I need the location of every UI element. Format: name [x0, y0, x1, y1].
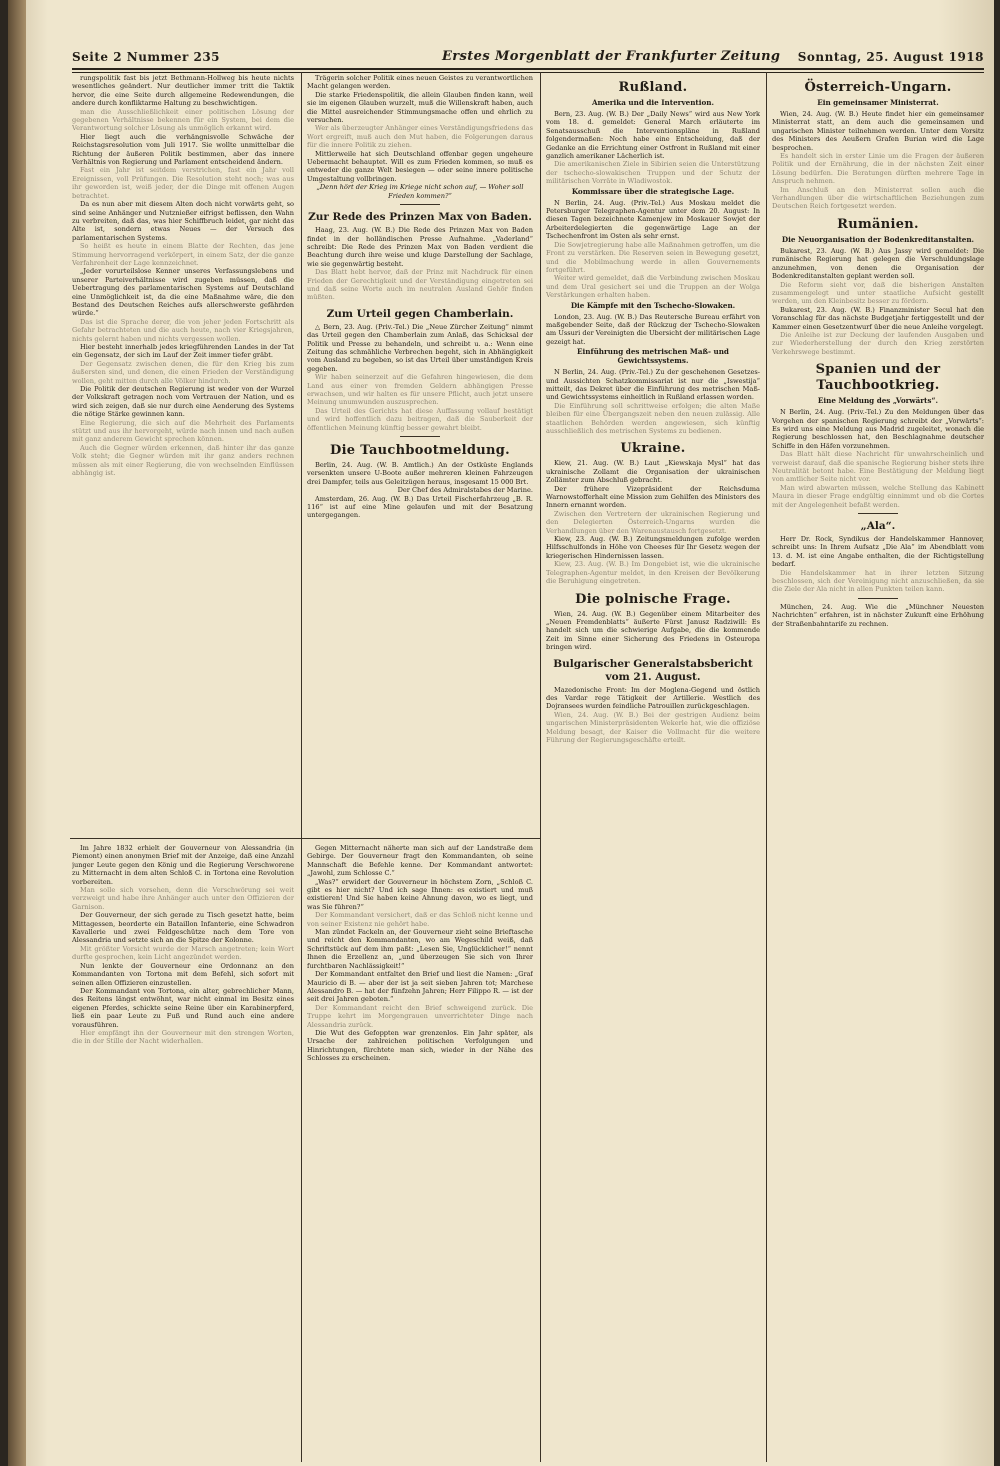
- subheadline-kommissare: Kommissare über die strategische Lage.: [571, 186, 735, 196]
- article-paragraph: Hier liegt auch die verhängnisvolle Schwäche der Reichstagsresolution vom Juli 1917. Sie wollte unmittelbar die Richtung der äußeren Politik bestimmen, aber das innere Verhältnis von Regierung und Parlament entscheidend ändern.: [72, 132, 294, 167]
- article-paragraph: Wien, 24. Aug. (W. B.) Bei der gestrigen Audienz beim ungarischen Ministerpräsidenten Wekerle hat, wie die offiziöse Meldung besagt, der Kaiser die Vollmacht für die weitere Führung der Regierungsgeschäfte erteilt.: [546, 710, 760, 744]
- article-paragraph: Berlin, 24. Aug. (W. B. Amtlich.) An der Ostküste Englands versenkten unsere U-Boote außer mehreren kleinen Fahrzeugen drei Dampfer, teils aus Geleitzügen heraus, insgesamt 15 000 Brt.: [307, 461, 533, 486]
- article-paragraph: Wien, 24. Aug. (W. B.) Gegenüber einem Mitarbeiter des „Neuen Fremdenblatts“ äußerte Fürst Janusz Radziwill: Es handelt sich um die schwierige Aufgabe, die die kommende Zeit im Sinne einer Sicherung des Friedens in Osteuropa bringen wird.: [546, 609, 760, 652]
- headline-prinz-max: Zur Rede des Prinzen Max von Baden.: [308, 211, 532, 224]
- article-paragraph: Amsterdam, 26. Aug. (W. B.) Das Urteil Fischerfahrzeug „B. R. 116“ ist auf eine Mine gelaufen und mit der Besatzung untergegangen.: [307, 494, 533, 520]
- headline-bulgarischer-bericht: Bulgarischer Generalstabsbericht vom 21. August.: [553, 657, 753, 683]
- article-paragraph: Die Anleihe ist zur Deckung der laufenden Ausgaben und zur Wiederherstellung der durch den Krieg zerstörten Verkehrswege bestimmt.: [772, 330, 984, 356]
- feuilleton-paragraph: Der Kommandant versichert, daß er das Schloß nicht kenne und von seiner Existenz nie gehört habe.: [307, 911, 533, 928]
- subheadline-bodenkredit: Die Neuorganisation der Bodenkreditanstalten.: [781, 234, 975, 244]
- newspaper-page: [8, 0, 994, 1466]
- article-paragraph: Es handelt sich in erster Linie um die Fragen der äußeren Politik und der Ernährung, die in der nächsten Zeit einer Lösung bedürfen. Die Beratungen dürften mehrere Tage in Anspruch nehmen.: [772, 152, 984, 186]
- feuilleton-paragraph: Im Jahre 1832 erhielt der Gouverneur von Alessandria (in Piemont) einen anonymen Brief mit der Anzeige, daß eine Anzahl junger Leute gegen den König und die Regierung Verschworene zu Mitternacht in dem alten Schloß C. in Tortona eine Revolution vorbereiten.: [72, 844, 294, 886]
- separator: [400, 204, 440, 205]
- feuilleton-paragraph: Hier empfängt ihn der Gouverneur mit den strengen Worten, die in der Stille der Nacht widerhallen.: [72, 1028, 294, 1046]
- column-4-articles: [772, 74, 984, 1460]
- article-paragraph: Die Einführung soll schrittweise erfolgen; die alten Maße bleiben für eine Übergangszeit neben den neuen zulässig. Alle staatlichen Behörden werden angewiesen, sich künftig ausschließlich des metrischen Systems zu bedienen.: [546, 401, 760, 435]
- article-paragraph: Mazedonische Front: Im der Moglena-Gegend und östlich des Vardar rege Tätigkeit der Artillerie. Westlich des Dojransees wurden feindliche Patrouillen zurückgeschlagen.: [546, 685, 760, 711]
- article-paragraph: Kiew, 21. Aug. (W. B.) Laut „Kiewskaja Mysl“ hat das ukrainische Zollamt die Organisation der ukrainischen Zollämter zum Abschluß gebracht.: [546, 459, 760, 485]
- article-paragraph: Kiew, 23. Aug. (W. B.) Im Dongebiet ist, wie die ukrainische Telegraphen-Agentur meldet, in den Kreisen der Bevölkerung die Beruhigung eingetreten.: [546, 560, 760, 586]
- article-paragraph: Im Anschluß an den Ministerrat sollen auch die Verhandlungen über die wirtschaftlichen Beziehungen zum Deutschen Reich fortgesetzt werden.: [772, 185, 984, 211]
- article-paragraph: Haag, 23. Aug. (W. B.) Die Rede des Prinzen Max von Baden findet in der holländischen Presse Aufnahme. „Vaderland“ schreibt: Die Rede des Prinzen Max von Baden verdient die Beachtung durch ihre weise und kluge Darstellung der Sachlage, wie sie gegenwärtig besteht.: [307, 226, 533, 268]
- headline-russland: Rußland.: [618, 80, 688, 95]
- article-paragraph: „Jeder vorurteilslose Kenner unseres Verfassungslebens und unserer Parteiverhältnisse wird zugeben müssen, daß die Uebertragung des parlamentarischen Systems auf Deutschland eine Unmöglichkeit ist, da die eine Maßnahme wäre, die den Bestand des Deutschen Reiches aufs allerschwerste gefährden würde.“: [72, 267, 294, 318]
- header-rule: [72, 72, 984, 73]
- article-paragraph: N Berlin, 24. Aug. (Priv.-Tel.) Aus Moskau meldet die Petersburger Telegraphen-Agentur unter dem 20. August: In diesen Tagen bezeichnete Kamenjew im Moskauer Sowjet der Arbeiterdelegierten die gegenwärtige Lage an der Tschechenfront im Osten als sehr ernst.: [546, 198, 760, 241]
- article-paragraph: Der Gegensatz zwischen denen, die für den Krieg bis zum äußersten sind, und denen, die einen Frieden der Verständigung wollen, geht mitten durch alle Völker hindurch.: [72, 359, 294, 385]
- article-paragraph: Die Sowjetregierung habe alle Maßnahmen getroffen, um die Front zu verstärken. Die Reserven seien in Bewegung gesetzt, und die Mobilmachung werde in allen Gouvernements fortgeführt.: [546, 240, 760, 274]
- article-paragraph: Hier besteht innerhalb jedes kriegführenden Landes in der Tat ein Gegensatz, der sich im Lauf der Zeit immer tiefer gräbt.: [72, 343, 294, 360]
- subheadline-vorwaerts: Eine Meldung des „Vorwärts“.: [817, 396, 939, 406]
- subheadline-amerika: Amerika und die Intervention.: [591, 98, 715, 107]
- article-paragraph: Wir haben seinerzeit auf die Gefahren hingewiesen, die dem Land aus einer von fremden Geldern abhängigen Presse erwachsen, und wir halten es für unsere Pflicht, auch jetzt unsere Meinung unumwunden auszusprechen.: [307, 373, 533, 407]
- headline-oesterreich-ungarn: Österreich-Ungarn.: [804, 80, 952, 95]
- feuilleton-paragraph: Man zündet Fackeln an, der Gouverneur zieht seine Brieftasche und reicht den Kommandanten, wo am Wegeschild weiß, daß Schriftstück auf dem ihm paßt: „Lesen Sie, Unglücklicher!“ nennt Ihnen die Erzellenz an, „und überzeugen Sie sich von Ihrer furchtbaren Nachlässigkeit!“: [307, 928, 533, 970]
- article-paragraph: Wien, 24. Aug. (W. B.) Heute findet hier ein gemeinsamer Ministerrat statt, an dem auch die gemeinsamen und ungarischen Minister teilnehmen werden. Unter dem Vorsitz des Ministers des Aeußern Grafen Burian wird die Lage besprochen.: [772, 110, 984, 152]
- column-1-article: [72, 74, 294, 834]
- column-rule-2: [540, 72, 541, 1462]
- article-paragraph: München, 24. Aug. Wie die „Münchner Neuesten Nachrichten“ erfahren, ist in nächster Zukunft eine Erhöhung der Straßenbahntarife zu rechnen.: [772, 602, 984, 628]
- headline-polnische-frage: Die polnische Frage.: [575, 591, 731, 607]
- column-rule-1: [301, 72, 302, 1462]
- article-paragraph: Zwischen den Vertretern der ukrainischen Regierung und den Delegierten Österreich-Ungarns wurden die Verhandlungen über den Warenaustausch fortgesetzt.: [546, 509, 760, 535]
- feuilleton-paragraph: Die Wut des Gefoppten war grenzenlos. Ein Jahr später, als Ursache der zahlreichen politischen Verfolgungen und Hinrichtungen, fürchtete man sich, wieder in der Nähe des Schlosses zu erscheinen.: [307, 1028, 533, 1063]
- column-2-articles: [307, 74, 533, 834]
- article-paragraph: N Berlin, 24. Aug. (Priv.-Tel.) Zu den Meldungen über das Vorgehen der spanischen Regierung schreibt der „Vorwärts“: Es wird uns eine Meldung aus Madrid zugeleitet, wonach die Regierung beschlossen hat, den Beschlagnahme deutscher Schiffe in den Häfen vorzunehmen.: [772, 408, 984, 450]
- article-paragraph: Die Reform sieht vor, daß die bisherigen Anstalten zusammengelegt und unter staatliche Aufsicht gestellt werden, um den Kleinbesitz besser zu fördern.: [772, 280, 984, 306]
- masthead-title: Erstes Morgenblatt der Frankfurter Zeitung: [442, 49, 781, 64]
- headline-ukraine: Ukraine.: [620, 441, 686, 457]
- article-paragraph: Eine Regierung, die sich auf die Mehrheit des Parlaments stützt und aus ihr hervorgeht, würde nach innen und nach außen mit ganz anderem Gewicht sprechen können.: [72, 418, 294, 444]
- article-paragraph: Kiew, 23. Aug. (W. B.) Zeitungsmeldungen zufolge werden Hilfsschulfonds in Höhe von Cheeses für Ihr Gesetz wegen der kriegerischen Hindernissen lassen.: [546, 535, 760, 560]
- subheadline-tschecho: Die Kämpfe mit den Tschecho-Slowaken.: [570, 300, 736, 310]
- subheadline-masssystem: Einführung des metrischen Maß- und Gewichtssystems.: [577, 347, 729, 366]
- article-paragraph: Trägerin solcher Politik eines neuen Geistes zu verantwortlichen Macht gelangen werden.: [307, 74, 533, 91]
- article-paragraph: rungspolitik fast bis jetzt Bethmann-Hollweg bis heute nichts wesentliches geändert. Nur deutlicher immer tritt die Taktik hervor, die eine Seite durch allgemeine Redewendungen, die andere durch konfliktarme Haltung zu beschwichtigen.: [72, 74, 294, 108]
- feuilleton-paragraph: Nun lenkte der Gouverneur eine Ordonnanz an den Kommandanten von Tortona mit dem Befehl, sich sofort mit seinen allen Offizieren einzustellen.: [72, 961, 294, 987]
- article-paragraph: Das Blatt hebt hervor, daß der Prinz mit Nachdruck für einen Frieden der Gerechtigkeit und der Verständigung eingetreten sei und daß seine Worte auch im neutralen Ausland Gehör finden müßten.: [307, 268, 533, 302]
- column-3-articles: [546, 74, 760, 1460]
- feuilleton-column-2: [307, 844, 533, 1460]
- article-paragraph: London, 23. Aug. (W. B.) Das Reutersche Bureau erfährt von maßgebender Seite, daß der Rückzug der Tschecho-Slowaken am Ussuri der Vereinigten die Ubersicht der militärischen Lage gezeigt hat.: [546, 312, 760, 346]
- article-paragraph: Mittlerweile hat sich Deutschland offenbar gegen ungeheure Uebermacht behauptet. Will es zum Frieden kommen, so muß es entweder die ganze Welt besiegen — oder seine innere politische Umgestaltung vollbringen.: [307, 149, 533, 183]
- feuilleton-paragraph: Der Kommandant von Tortona, ein alter, gebrechlicher Mann, des Reitens längst entwöhnt, war nicht einmal im Besitz eines eigenen Pferdes, schickte seine Reine über ein Karabinerpferd, ließ ein paar Leute zu Fuß und Rund auch eine andere vorausführen.: [72, 986, 294, 1029]
- article-paragraph: △ Bern, 23. Aug. (Priv.-Tel.) Die „Neue Zürcher Zeitung“ nimmt das Urteil gegen den Chamberlain zum Anlaß, das Schicksal der Politik und Presse zu behandeln, und schreibt u. a.: Wenn eine Zeitung das schmähliche Verbrechen begeht, sich in Abhängigkeit vom Ausland zu begeben, so ist das Urteil über umständigen Kreis gegeben.: [307, 322, 533, 373]
- feuilleton-paragraph: Man solle sich vorsehen, denn die Verschwörung sei weit verzweigt und habe ihre Anhänger auch unter den Offizieren der Garnison.: [72, 886, 294, 911]
- separator: [858, 598, 898, 599]
- separator: [858, 513, 898, 514]
- article-paragraph: Die Politik der deutschen Regierung ist weder von der Wurzel der Volkskraft getragen noch vom Vertrauen der Nation, und es wird sich zeigen, daß sie nur durch eine Aenderung des Systems die nötige Stärke gewinnen kann.: [72, 385, 294, 419]
- feuilleton-paragraph: „Was?“ erwidert der Gouverneur in höchstem Zorn, „Schloß C. gibt es hier nicht? Und ich sage Ihnen: es existiert und muß existieren! Und Sie haben keine Ahnung davon, wo es liegt, und was Sie führen?“: [307, 877, 533, 911]
- page-number-label: Seite 2 Nummer 235: [72, 50, 221, 64]
- article-paragraph: man die Ausschließlichkeit einer politischen Lösung der gegebenen Verhältnisse bekennen für ein System, bei dem die Verantwortung solcher Lösung als unmöglich erkannt wird.: [72, 107, 294, 133]
- feuilleton-paragraph: Gegen Mitternacht näherte man sich auf der Landstraße dem Gebirge. Der Gouverneur fragt den Kommandanten, ob seine Mannschaft die Befehle kenne. Der Kommandant antwortet: „Jawohl, zum Schlosse C.“: [307, 844, 533, 878]
- headline-rumaenien: Rumänien.: [837, 216, 919, 232]
- feuilleton-paragraph: Der Kommandant reicht den Brief schweigend zurück. Die Truppe kehrt im Morgengrauen unverrichteter Dinge nach Alessandria zurück.: [307, 1003, 533, 1029]
- signature: Der Chef des Admiralstabes der Marine.: [397, 486, 533, 495]
- article-paragraph: Die Handelskammer hat in ihrer letzten Sitzung beschlossen, sich der Vereinigung nicht anzuschließen, da sie die Ziele der Ala nicht in allen Punkten teilen kann.: [772, 568, 984, 594]
- article-paragraph: Bukarest, 23. Aug. (W. B.) Finanzminister Secul hat den Voranschlag für das nächste Budgetjahr fertiggestellt und der Kammer einen Gesetzentwurf über die neue Anleihe vorgelegt.: [772, 305, 984, 331]
- article-paragraph: Der frühere Vizepräsident der Reichsduma Warnowstofferhalt eine Mission zum Gehilfen des Ministers des Innern ernannt worden.: [546, 484, 760, 510]
- quote: „Denn hört der Krieg im Kriege nicht schon auf, — Woher soll Frieden kommen?“: [316, 183, 524, 200]
- article-paragraph: N Berlin, 24. Aug. (Priv.-Tel.) Zu der geschehenen Gesetzes- und Aussichten Schatzkommissariat ist nur die „Iswestija“ mitteilt, das Dekret über die Einführung des metrischen Maß- und Gewichtssystems einheitlich in Rußland erlassen worden.: [546, 368, 760, 402]
- feuilleton-paragraph: Mit größter Vorsicht wurde der Marsch angetreten; kein Wort durfte gesprochen, kein Licht angezündet werden.: [72, 944, 294, 962]
- book-binding: [8, 0, 26, 1466]
- feuilleton-column-1: [72, 844, 294, 1460]
- headline-chamberlain: Zum Urteil gegen Chamberlain.: [326, 307, 514, 320]
- page-header: [72, 46, 984, 70]
- article-paragraph: Wer als überzeugter Anhänger eines Verständigungsfriedens das Wort ergreift, muß auch den Mut haben, die Folgerungen daraus für die innere Politik zu ziehen.: [307, 124, 533, 150]
- article-paragraph: Die amerikanischen Ziele in Sibirien seien die Unterstützung der tschecho-slowakischen Truppen und der Schutz der militärischen Vorräte in Wladiwostok.: [546, 160, 760, 186]
- article-paragraph: Die starke Friedenspolitik, die allein Glauben finden kann, weil sie im eigenen Glauben wurzelt, muß die Willenskraft haben, auch die Mittel ausreichender Stimmungsmache offen und ehrlich zu versuchen.: [307, 90, 533, 125]
- feuilleton-paragraph: Der Kommandant entfaltet den Brief und liest die Namen: „Graf Mauricio di B. — aber der ist ja seit sieben Jahren tot; Marchese Alessandro B. — hat der fünfzehn Jahren; Herr Filippo R. — ist der seit drei Jahren geboten.“: [307, 970, 533, 1004]
- article-paragraph: Fast ein Jahr ist seitdem verstrichen, fast ein Jahr voll Ereignissen, voll Prüfungen. Die Resolution steht noch; was aus ihr geworden ist, weiß jeder, der die Dinge mit offenen Augen betrachtet.: [72, 166, 294, 200]
- article-paragraph: Da es nun aber mit diesem Alten doch nicht vorwärts geht, so sind seine Anhänger und Nutznießer eifrigst beflissen, den Wahn zu verbreiten, daß das, was hier Schiffbruch leidet, gar nicht das Alte ist, sondern etwas Neues — der Versuch des parlamentarischen Systems.: [72, 200, 294, 242]
- article-paragraph: Weiter wird gemeldet, daß die Verbindung zwischen Moskau und dem Ural gesichert sei und die Truppen an der Wolga Verstärkungen erhalten haben.: [546, 274, 760, 300]
- article-paragraph: Das ist die Sprache derer, die von jeher jeden Fortschritt als Gefahr betrachteten und die auch heute, nach vier Kriegsjahren, nichts gelernt haben und nichts vergessen wollen.: [72, 317, 294, 343]
- subheadline-ministerrat: Ein gemeinsamer Ministerrat.: [817, 98, 939, 107]
- separator: [400, 436, 440, 437]
- article-paragraph: Das Blatt hält diese Nachricht für unwahrscheinlich und verweist darauf, daß die spanische Regierung bisher stets ihre Neutralität betont habe. Eine Bestätigung der Meldung liegt von amtlicher Seite nicht vor.: [772, 450, 984, 484]
- feuilleton-rule: [70, 838, 540, 839]
- article-paragraph: Auch die Gegner würden erkennen, daß hinter ihr das ganze Volk steht; die Gegner würden mit ihr ganz anders rechnen müssen als mit einer Regierung, die von wechselnden Einflüssen abhängig ist.: [72, 443, 294, 478]
- article-paragraph: Bern, 23. Aug. (W. B.) Der „Daily News“ wird aus New York vom 18. d. gemeldet: General March erläuterte im Senatsausschuß die Interventionspläne in Rußland folgendermaßen: Noch habe eine Entscheidung, daß der Gedanke an die Errichtung einer Ostfront in Rußland mit einer ganzlich amerikaner Lächerlich ist.: [546, 110, 760, 161]
- issue-date: Sonntag, 25. August 1918: [797, 50, 984, 64]
- feuilleton-paragraph: Der Gouverneur, der sich gerade zu Tisch gesetzt hatte, beim Mittagessen, beorderte ein Bataillon Infanterie, eine Schwadron Kavallerie und zwei Feldgeschütze nach dem Tore von Alessandria und setzte sich an die Spitze der Kolonne.: [72, 911, 294, 945]
- column-rule-3: [766, 72, 767, 1462]
- headline-spanien: Spanien und der Tauchbootkrieg.: [815, 362, 941, 394]
- article-paragraph: So heißt es heute in einem Blatte der Rechten, das jene Stimmung hervorragend verkörpert, in einem Satz, der die ganze Verfahrenheit der Lage kennzeichnet.: [72, 242, 294, 267]
- article-paragraph: Man wird abwarten müssen, welche Stellung das Kabinett Maura in dieser Frage endgültig einnimmt und ob die Cortes mit der Angelegenheit befaßt werden.: [772, 483, 984, 509]
- article-paragraph: Das Urteil des Gerichts hat diese Auffassung vollauf bestätigt und wird hoffentlich dazu beitragen, daß die Sauberkeit der öffentlichen Meinung künftig besser gewahrt bleibt.: [307, 406, 533, 432]
- article-paragraph: Bukarest, 23. Aug. (W. B.) Aus Jassy wird gemeldet: Die rumänische Regierung hat gelegen die Verschuldungslage anzunehmen, von denen die Organisation der Bodenkreditanstalten geplant werden soll.: [772, 246, 984, 281]
- article-paragraph: Herr Dr. Rock, Syndikus der Handelskammer Hannover, schreibt uns: In Ihrem Aufsatz „Die Ala“ im Abendblatt vom 13. d. M. ist eine Angabe enthalten, die der Richtigstellung bedarf.: [772, 535, 984, 569]
- headline-tauchboot: Die Tauchbootmeldung.: [330, 443, 510, 459]
- headline-ala: „Ala“.: [860, 520, 896, 533]
